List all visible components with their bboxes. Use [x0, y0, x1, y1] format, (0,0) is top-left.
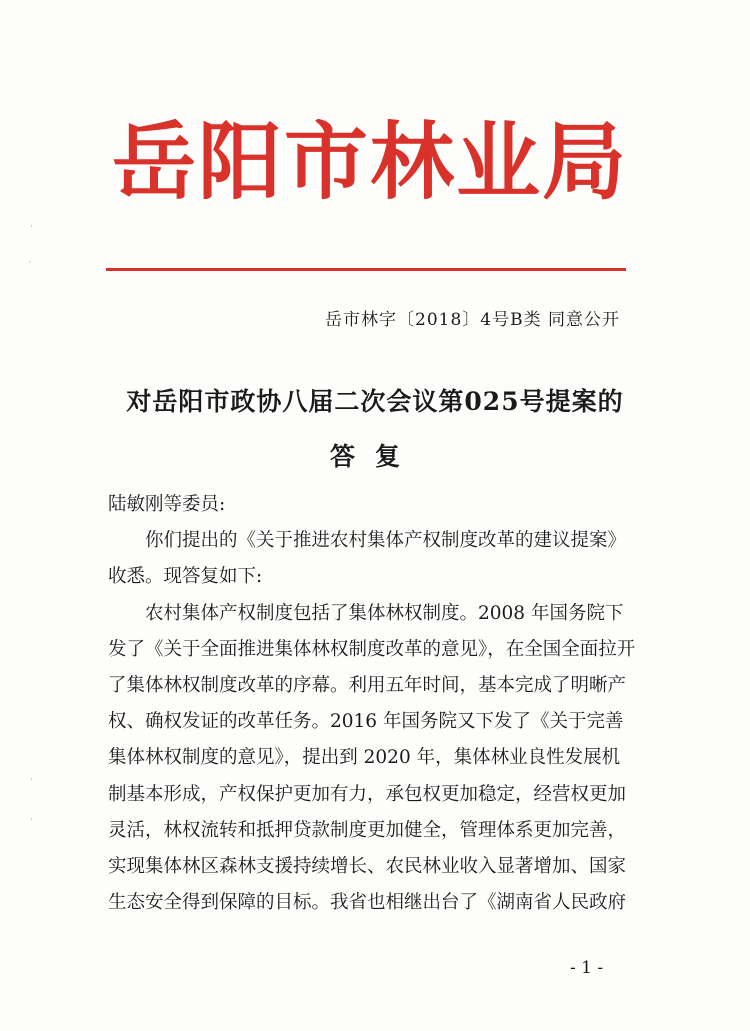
body-paragraph-1: 你们提出的《关于推进农村集体产权制度改革的建议提案》收悉。现答复如下:: [108, 530, 627, 588]
scan-artifact-mark: ·: [30, 775, 33, 785]
scan-artifact-mark: ·: [30, 815, 33, 825]
salutation: 陆敏刚等委员:: [108, 494, 226, 515]
scan-artifact-mark: ·: [30, 222, 33, 232]
document-title-line-1: 对岳阳市政协八届二次会议第025号提案的: [126, 387, 624, 416]
document-body: [108, 487, 638, 921]
scan-artifact-mark: ·: [28, 258, 31, 268]
body-paragraph-2: 农村集体产权制度包括了集体林权制度。2008 年国务院下发了《关于全面推进集体林权制度改革的意见》，在全国全面拉开了集体林权制度改革的序幕。利用五年时间，基本完成了明晰产权、确权发证的改革任务。2016 年国务院又下发了《关于完善集体林权制度的意见》，提出到 2020 年，集体林业良性发展机制基本形成，产权保护更加有力，承包权更加稳定，经营权更加灵活，林权流转和抵押贷款制度更加健全，管理体系更加完善，实现集体林区森林支援持续增长、农民林业收入显著增加、国家生态安全得到保障的目标。我省也相继出台了《湖南省人民政府: [108, 602, 636, 914]
page-number: - 1 -: [570, 958, 604, 978]
document-number: 岳市林字〔2018〕4号B类 同意公开: [325, 310, 620, 330]
letterhead-red-rule: [106, 268, 626, 271]
letterhead-title: 岳阳市林业局: [111, 113, 628, 211]
document-title-line-2: 答复: [329, 442, 420, 471]
